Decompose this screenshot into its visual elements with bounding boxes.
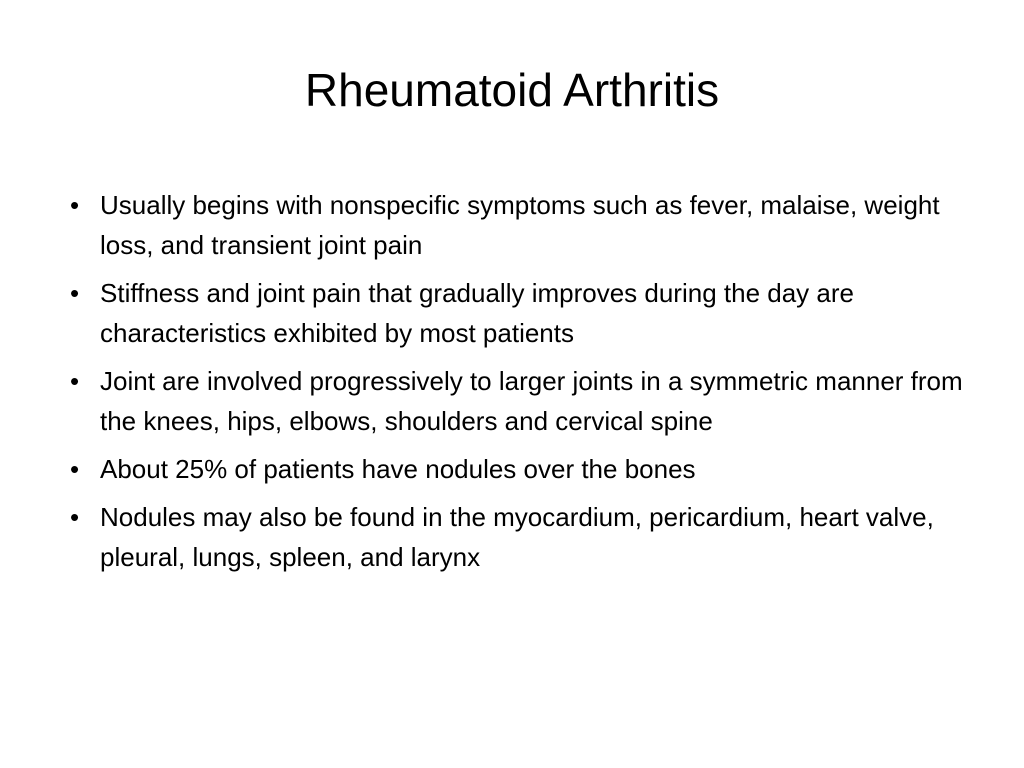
bullet-text: Usually begins with nonspecific symptoms such as fever, malaise, weight loss, and transient joint pain [100, 190, 940, 260]
bullet-list [60, 185, 972, 585]
bullet-text: About 25% of patients have nodules over the bones [100, 454, 696, 484]
bullet-icon: • [70, 366, 80, 396]
slide-title: Rheumatoid Arthritis [304, 64, 720, 116]
bullet-icon: • [70, 502, 80, 532]
bullet-icon: • [70, 278, 80, 308]
bullet-text: Nodules may also be found in the myocardium, pericardium, heart valve, pleural, lungs, spleen, and larynx [100, 502, 934, 572]
bullet-item [60, 497, 972, 577]
bullet-item [60, 449, 972, 489]
bullet-text: Joint are involved progressively to larger joints in a symmetric manner from the knees, hips, elbows, shoulders and cervical spine [100, 366, 963, 436]
bullet-item [60, 273, 972, 353]
bullet-text: Stiffness and joint pain that gradually improves during the day are characteristics exhibited by most patients [100, 278, 854, 348]
bullet-item [60, 361, 972, 441]
bullet-icon: • [70, 454, 80, 484]
bullet-item [60, 185, 972, 265]
bullet-icon: • [70, 190, 80, 220]
